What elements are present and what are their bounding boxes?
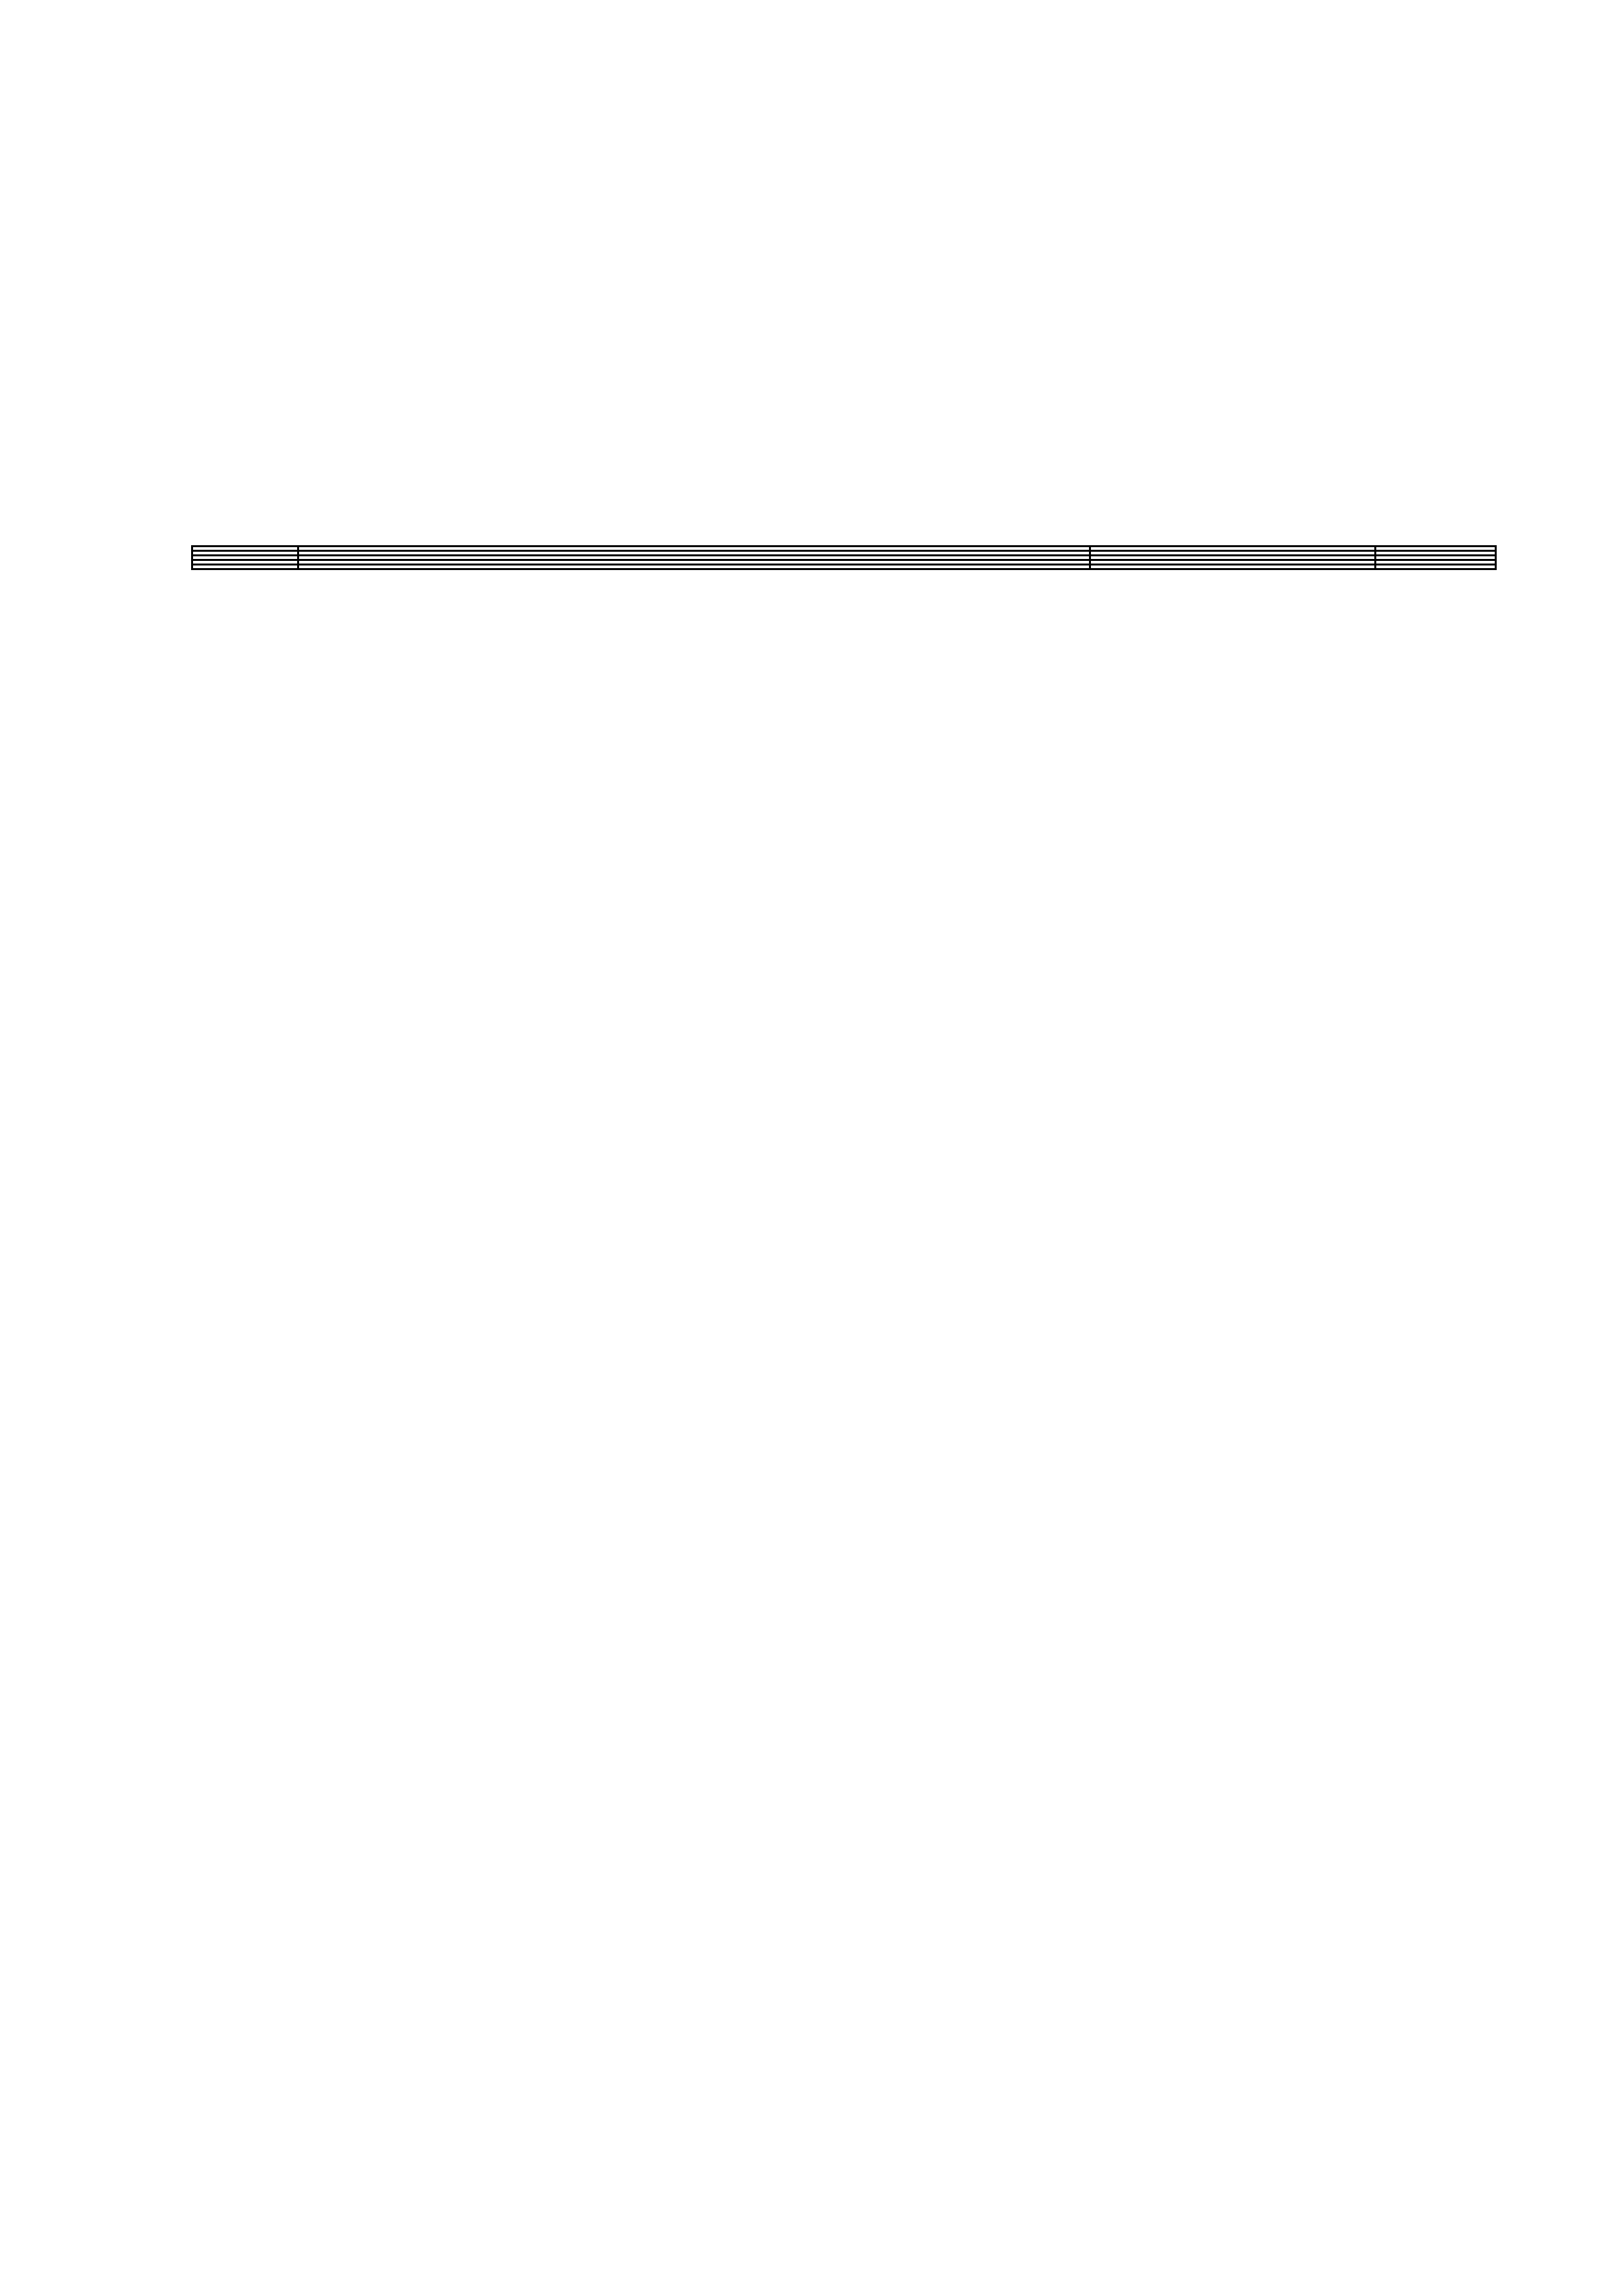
professions-table bbox=[191, 545, 1497, 570]
header-training-types bbox=[1090, 547, 1376, 551]
institution-cell bbox=[298, 551, 1090, 556]
training-types bbox=[1090, 565, 1376, 569]
profession-name bbox=[298, 565, 1090, 569]
profession-code bbox=[192, 560, 298, 565]
table-row bbox=[192, 556, 1496, 560]
header-licensed-volume bbox=[1376, 547, 1496, 551]
profession-name bbox=[298, 556, 1090, 560]
table-row bbox=[192, 565, 1496, 569]
profession-name bbox=[298, 560, 1090, 565]
institution-type-cell bbox=[1090, 551, 1376, 556]
institution-code-cell bbox=[192, 551, 298, 556]
header-code bbox=[192, 547, 298, 551]
profession-code bbox=[192, 556, 298, 560]
training-types bbox=[1090, 556, 1376, 560]
licensed-volume bbox=[1376, 565, 1496, 569]
licensed-volume bbox=[1376, 560, 1496, 565]
licensed-volume bbox=[1376, 556, 1496, 560]
header-profession-name bbox=[298, 547, 1090, 551]
institution-volume-cell bbox=[1376, 551, 1496, 556]
table-header-row bbox=[192, 547, 1496, 551]
training-types bbox=[1090, 560, 1376, 565]
profession-code bbox=[192, 565, 298, 569]
table-row bbox=[192, 560, 1496, 565]
institution-row bbox=[192, 551, 1496, 556]
